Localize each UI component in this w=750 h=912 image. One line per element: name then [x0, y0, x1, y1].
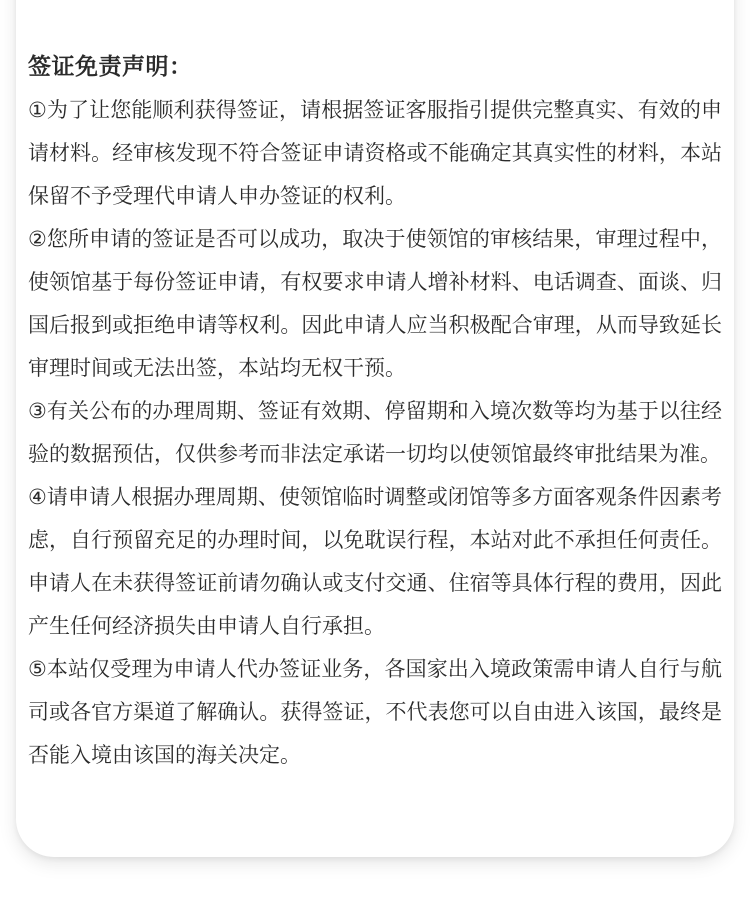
- disclaimer-item-1: ①为了让您能顺利获得签证，请根据签证客服指引提供完整真实、有效的申请材料。经审核发现不符合签证申请资格或不能确定其真实性的材料，本站保留不予受理代申请人申办签证的权利。: [28, 98, 722, 208]
- disclaimer-item-4: ④请申请人根据办理周期、使领馆临时调整或闭馆等多方面客观条件因素考虑，自行预留充足的办理时间，以免耽误行程，本站对此不承担任何责任。申请人在未获得签证前请勿确认或支付交通、住宿等具体行程的费用，因此产生任何经济损失由申请人自行承担。: [28, 485, 722, 638]
- disclaimer-item-5: ⑤本站仅受理为申请人代办签证业务，各国家出入境政策需申请人自行与航司或各官方渠道了解确认。获得签证，不代表您可以自由进入该国，最终是否能入境由该国的海关决定。: [28, 657, 722, 767]
- disclaimer-item-3: ③有关公布的办理周期、签证有效期、停留期和入境次数等均为基于以往经验的数据预估，仅供参考而非法定承诺一切均以使领馆最终审批结果为准。: [28, 399, 722, 466]
- disclaimer-content: [28, 46, 722, 777]
- disclaimer-item-2: ②您所申请的签证是否可以成功，取决于使领馆的审核结果，审理过程中，使领馆基于每份签证申请，有权要求申请人增补材料、电话调查、面谈、归国后报到或拒绝申请等权利。因此申请人应当积极配合审理，从而导致延长审理时间或无法出签，本站均无权干预。: [28, 227, 722, 380]
- disclaimer-title: 签证免责声明：: [28, 54, 193, 80]
